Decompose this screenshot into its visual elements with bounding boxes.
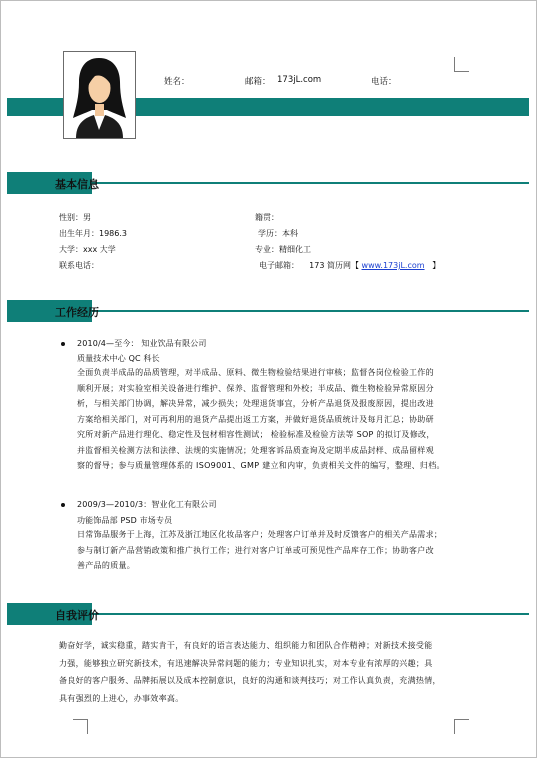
university-field: 大学：xxx 大学 [59,245,116,254]
profile-photo [63,51,136,139]
phone-label: 电话： [371,77,397,87]
job-description-line: 并监督相关检测方法和法律、法规的实施情况；处理客诉品质查询及定期半成品封样、成品留样观 [77,445,434,455]
hometown-field: 籍贯： [255,213,279,222]
section-title: 自我评价 [55,609,99,622]
self-evaluation-line: 备良好的客户服务、品牌拓展以及成本控制意识，良好的沟通和谈判技巧；对工作认真负责，充满热情， [59,676,441,685]
job-description-line: 日常饰品服务于上海，江苏及浙江地区化妆品客户；处理客户订单并及时反馈客户的相关产品需求； [77,530,443,539]
job-description [77,365,445,474]
email-field-label: 电子邮箱： [259,261,299,270]
name-label: 姓名： [164,77,190,87]
job-description [77,527,442,574]
email-close-bracket: 】 [432,261,441,270]
section-self-evaluation [7,603,529,625]
job-description-line: 善产品的质量。 [77,561,136,570]
crop-mark-bottom-left [73,719,88,734]
job-description-line: 方案给相关部门，对可再利用的退货产品提出返工方案，并做好退货品质统计及每月汇总；协助研 [77,414,434,424]
education-field: 学历：本科 [258,229,298,238]
section-title: 基本信息 [55,178,99,191]
email-field [259,260,440,271]
job-description-line: 究所对新产品进行理化、稳定性及包材相容性测试； 检验标准及检验方法等 SOP 的拟订及修改， [77,430,435,439]
job-bullet [61,503,65,507]
self-evaluation-text [59,637,441,707]
job-description-line: 参与制订新产品营销政策和推广执行工作；进行对客户订单或可预见性产品库存工作；协助客户改 [77,545,434,555]
contact-phone-field: 联系电话： [59,261,99,270]
job-bullet [61,342,65,346]
woman-portrait-icon [64,52,135,138]
email-site-label: 173 简历网【 [309,261,359,270]
header-email-label: 邮箱： [245,77,271,87]
self-evaluation-line: 力强，能够独立研究新技术，有迅速解决异常问题的能力；专业知识扎实，对本专业有浓厚的兴趣；具 [59,658,433,668]
birth-field: 出生年月：1986.3 [59,229,127,238]
job-description-line: 察的督导；参与质量管理体系的 ISO9001、GMP 建立和内审，负责相关文件的编写，整理、归档。 [77,461,445,470]
self-evaluation-line: 具有强烈的上进心，办事效率高。 [59,693,184,703]
section-title: 工作经历 [55,306,99,319]
self-evaluation-line: 勤奋好学，诚实稳重，踏实肯干，有良好的语言表达能力、组织能力和团队合作精神；对新技术接受能 [59,641,433,650]
header-email-value: 173jL.com [277,75,322,85]
job-role: 功能饰品部 PSD 市场专员 [77,516,173,525]
section-work-experience [7,300,529,322]
job-role: 质量技术中心 QC 科长 [77,354,160,363]
major-field: 专业：精细化工 [255,245,311,254]
gender-field: 性别：男 [59,213,91,222]
job-period: 2010/4—至今： 知业饮品有限公司 [77,339,207,348]
job-description-line: 全面负责半成品的品质管理，对半成品、原料、微生物检验结果进行审核；监督各岗位检验工作的 [77,368,434,377]
job-description-line: 析，与相关部门协调，解决异常，减少损失；处理退货事宜，分析产品退货及报废原因，提出改进 [77,399,434,408]
section-basic-info [7,172,529,194]
crop-mark-top-right [454,57,469,72]
crop-mark-bottom-right [454,719,469,734]
email-link[interactable]: www.173jL.com [361,261,425,270]
job-period: 2009/3—2010/3：智业化工有限公司 [77,500,217,509]
job-description-line: 顺利开展；对实验室相关设备进行维护、保养、监督管理和外校；半成品、微生物检验异常原因分 [77,383,434,393]
